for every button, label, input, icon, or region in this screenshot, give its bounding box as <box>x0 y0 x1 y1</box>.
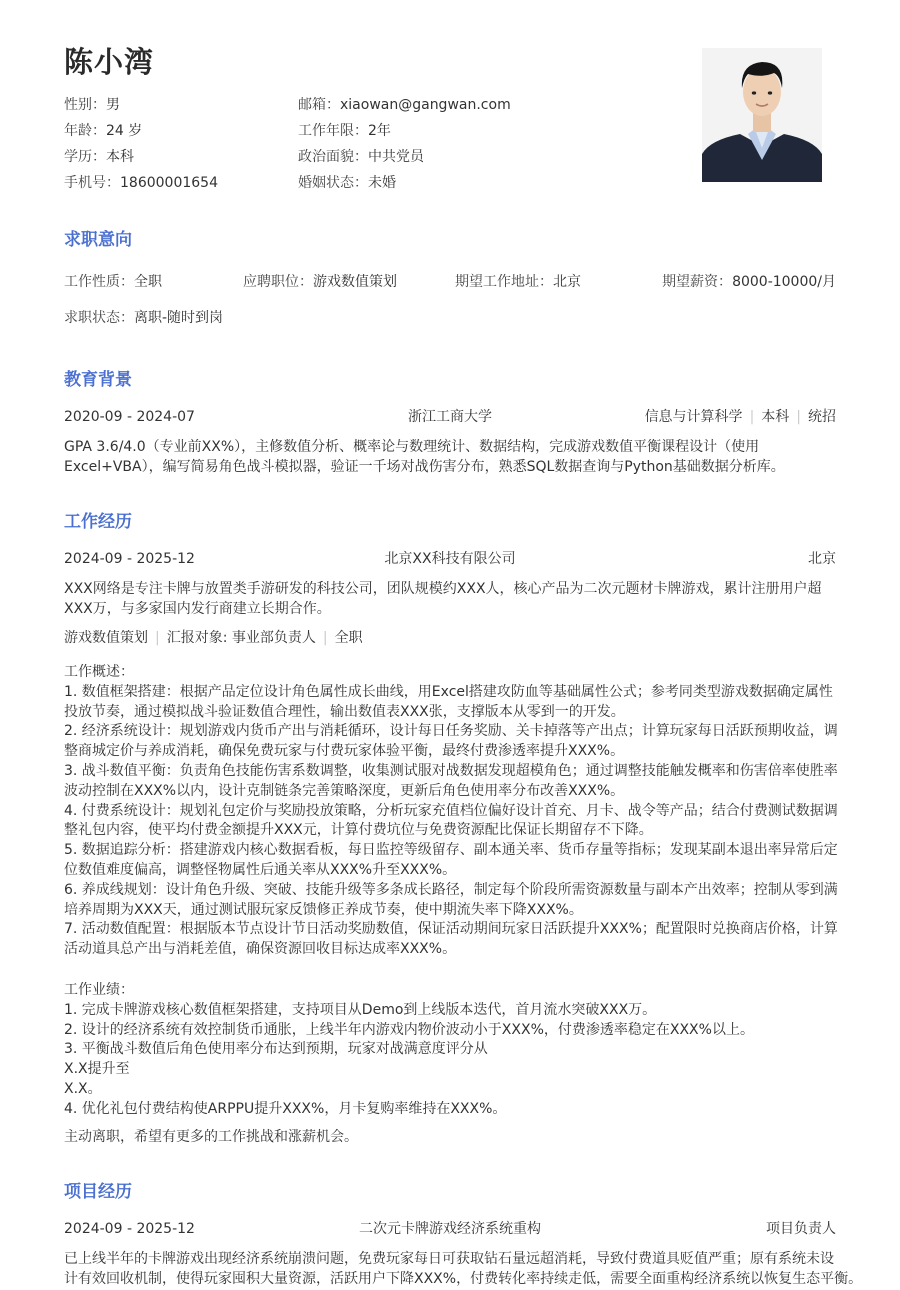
work-period: 2024-09 - 2025-12 <box>64 551 195 567</box>
section-title-education: 教育背景 <box>64 370 132 390</box>
section-title-project: 项目经历 <box>64 1182 132 1202</box>
candidate-name: 陈小湾 <box>64 45 155 79</box>
age-value: 24 岁 <box>106 123 143 139</box>
email-value[interactable]: xiaowan@gangwan.com <box>340 97 511 113</box>
project-period: 2024-09 - 2025-12 <box>64 1221 195 1237</box>
education-description: GPA 3.6/4.0（专业前XX%），主修数值分析、概率论与数理统计、数据结构，完成游戏数值平衡课程设计（使用 Excel+VBA），编写简易角色战斗模拟器，验证一千场对战伤害分布，熟悉SQL数据查询与Python基础数据分析库。 <box>64 439 785 475</box>
section-title-intent: 求职意向 <box>64 230 132 250</box>
years-label: 工作年限： <box>298 123 368 139</box>
duty-line: 7. 活动数值配置：根据版本节点设计节日活动奖励数值，保证活动期间玩家日活跃提升XXX%；配置限时兑换商店价格，计算 <box>64 921 838 938</box>
intent-type: 工作性质：全职 <box>64 274 162 290</box>
email-label: 邮箱： <box>298 97 340 113</box>
work-jobtype: 全职 <box>334 630 363 646</box>
duty-line: 活动道具总产出与消耗差值，确保资源回收目标达成率XXX%。 <box>64 941 457 958</box>
result-line: 3. 平衡战斗数值后角色使用率分布达到预期，玩家对战满意度评分从 <box>64 1041 488 1058</box>
years-value: 2年 <box>368 123 391 139</box>
edu-value: 本科 <box>106 149 134 165</box>
duty-line: 1. 数值框架搭建：根据产品定位设计角色属性成长曲线，用Excel搭建攻防血等基础属性公式；参考同类型游戏数据确定属性 <box>64 683 833 700</box>
education-header-row <box>64 407 836 427</box>
leave-reason: 主动离职，希望有更多的工作挑战和涨薪机会。 <box>64 1129 358 1145</box>
work-results <box>64 981 836 1120</box>
intent-position: 应聘职位：游戏数值策划 <box>243 274 397 290</box>
marital-value: 未婚 <box>368 175 396 191</box>
intent-status: 求职状态：离职-随时到岗 <box>64 310 224 326</box>
work-role: 游戏数值策划 <box>64 630 148 646</box>
person-portrait-icon <box>702 48 822 182</box>
duties-title: 工作概述： <box>64 664 134 680</box>
project-description: 已上线半年的卡牌游戏出现经济系统崩溃问题，免费玩家每日可获取钻石量远超消耗，导致付费道具贬值严重；原有系统未设 计有效回收机制，使得玩家囤积大量资源，活跃用户下降XXX%，付费转化率持续走低，需要全面重构经济系统以恢复生态平衡。 <box>64 1251 863 1287</box>
info-row-4 <box>64 173 664 193</box>
company-description: XXX网络是专注卡牌与放置类手游研发的科技公司，团队规模约XXX人，核心产品为二次元题材卡牌游戏，累计注册用户超 XXX万，与多家国内发行商建立长期合作。 <box>64 581 822 617</box>
project-header-row <box>64 1219 836 1239</box>
project-role: 项目负责人 <box>766 1221 836 1237</box>
work-report: 汇报对象: 事业部负责人 <box>166 630 316 646</box>
result-line: 4. 优化礼包付费结构使ARPPU提升XXX%，月卡复购率维持在XXX%。 <box>64 1100 507 1117</box>
duty-line: 3. 战斗数值平衡：负责角色技能伤害系数调整，收集测试服对战数据发现超模角色；通过调整技能触发概率和伤害倍率使胜率 <box>64 762 838 779</box>
work-header-row <box>64 549 836 569</box>
edu-label: 学历： <box>64 149 106 165</box>
intent-salary: 期望薪资：8000-10000/月 <box>662 274 836 290</box>
duty-line: 投放节奏，通过模拟战斗验证数值合理性，输出数值表XXX张，支撑版本从零到一的开发。 <box>64 703 625 720</box>
duty-line: 5. 数据追踪分析：搭建游戏内核心数据看板，每日监控等级留存、副本通关率、货币存量等指标；发现某副本退出率异常后定 <box>64 842 838 859</box>
info-row-3 <box>64 147 664 167</box>
duty-line: 2. 经济系统设计：规划游戏内货币产出与消耗循环，设计每日任务奖励、关卡掉落等产出点；计算玩家每日活跃预期收益，调 <box>64 723 838 740</box>
info-row-1 <box>64 95 664 115</box>
profile-photo <box>702 48 822 182</box>
duty-line: 4. 付费系统设计：规划礼包定价与奖励投放策略，分析玩家充值档位偏好设计首充、月卡、战令等产品；结合付费测试数据调 <box>64 802 838 819</box>
result-line: 2. 设计的经济系统有效控制货币通胀，上线半年内游戏内物价波动小于XXX%，付费渗透率稳定在XXX%以上。 <box>64 1021 754 1038</box>
education-meta: 信息与计算科学 | 本科 | 统招 <box>644 409 836 425</box>
duty-line: 波动控制在XXX%以内，设计克制链条完善策略深度，更新后角色使用率分布改善XXX%。 <box>64 782 625 799</box>
work-duties <box>64 663 836 960</box>
education-period: 2020-09 - 2024-07 <box>64 409 195 425</box>
duty-line: 位数值难度偏高，调整怪物属性后通关率从XXX%升至XXX%。 <box>64 861 457 878</box>
phone-label: 手机号： <box>64 175 120 191</box>
gender-value: 男 <box>106 97 120 113</box>
marital-label: 婚姻状态： <box>298 175 368 191</box>
duty-line: 整商城定价与养成消耗，确保免费玩家与付费玩家体验平衡，最终付费渗透率提升XXX%。 <box>64 743 625 760</box>
result-line: X.X。 <box>64 1080 102 1097</box>
duty-line: 6. 养成线规划：设计角色升级、突破、技能升级等多条成长路径，制定每个阶段所需资源数量与副本产出效率；控制从零到满 <box>64 881 838 898</box>
political-value: 中共党员 <box>368 149 424 165</box>
phone-value: 18600001654 <box>120 175 218 191</box>
duty-line: 培养周期为XXX天，通过测试服玩家反馈修正养成节奏，使中期流失率下降XXX%。 <box>64 901 583 918</box>
work-city: 北京 <box>808 551 836 567</box>
gender-label: 性别： <box>64 97 106 113</box>
project-name: 二次元卡牌游戏经济系统重构 <box>359 1221 541 1237</box>
result-line: X.X提升至 <box>64 1061 130 1078</box>
duty-line: 整礼包内容，使平均付费金额提升XXX元，计算付费坑位与免费资源配比保证长期留存不下降。 <box>64 822 653 839</box>
results-title: 工作业绩： <box>64 982 134 998</box>
work-role-tags: 游戏数值策划 | 汇报对象: 事业部负责人 | 全职 <box>64 630 363 646</box>
political-label: 政治面貌： <box>298 149 368 165</box>
age-label: 年龄： <box>64 123 106 139</box>
section-title-work: 工作经历 <box>64 512 132 532</box>
info-row-2 <box>64 121 664 141</box>
result-line: 1. 完成卡牌游戏核心数值框架搭建，支持项目从Demo到上线版本迭代，首月流水突破XXX万。 <box>64 1001 657 1018</box>
education-school: 浙江工商大学 <box>408 409 492 425</box>
work-company: 北京XX科技有限公司 <box>384 551 516 567</box>
intent-location: 期望工作地址：北京 <box>455 274 581 290</box>
